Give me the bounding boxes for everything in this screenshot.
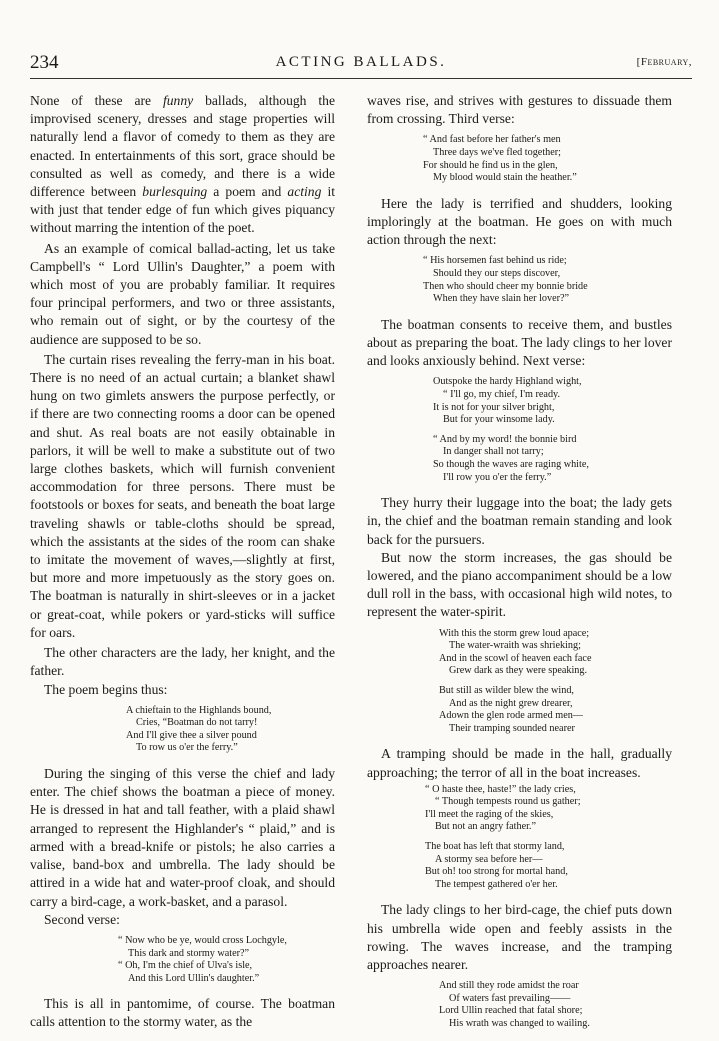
- paragraph: The other characters are the lady, her knight, and the father.: [30, 645, 335, 679]
- left-column: [30, 92, 335, 1032]
- verse-line: Then who should cheer my bonnie bride: [423, 280, 588, 292]
- verse-line: But not an angry father.”: [435, 821, 536, 833]
- verse-line: And as the night grew drearer,: [449, 697, 573, 709]
- paragraph: They hurry their luggage into the boat; the lady gets in, the chief and the boatman remain standing and look back for the pursuers.: [367, 495, 672, 547]
- verse-block: [367, 980, 672, 1030]
- verse-line: A stormy sea before her—: [435, 853, 543, 865]
- right-column: [367, 92, 672, 1041]
- verse-block: [367, 628, 672, 736]
- verse-line: “ His horsemen fast behind us ride;: [423, 255, 567, 267]
- verse-line: For should he find us in the glen,: [423, 159, 558, 171]
- verse-line: To row us o'er the ferry.”: [136, 742, 238, 754]
- verse-line: “ And by my word! the bonnie bird: [433, 433, 577, 445]
- verse-line: This dark and stormy water?”: [128, 947, 250, 959]
- paragraph: As an example of comical ballad-acting, let us take Campbell's “ Lord Ullin's Daughter,” a poem with which most of you are probably familiar. It requires four principal performers, and two or three assistants, who remain out of sight, or by the courtesy of the audience are supposed to be so.: [30, 240, 335, 347]
- verse-line: So though the waves are raging white,: [433, 458, 589, 470]
- paragraph: waves rise, and strives with gestures to dissuade them from crossing. Third verse:: [367, 93, 672, 127]
- verse-line: “ O haste thee, haste!” the lady cries,: [425, 783, 576, 795]
- stanza: [118, 935, 335, 985]
- verse-line: Adown the glen rode armed men—: [439, 710, 583, 722]
- verse-line: Should they our steps discover,: [433, 267, 561, 279]
- running-month: [February,: [636, 56, 692, 68]
- verse-line: Grew dark as they were speaking.: [449, 665, 588, 677]
- verse-line: “ And fast before her father's men: [423, 134, 561, 146]
- stanza: [425, 784, 672, 834]
- stanza: [433, 376, 672, 426]
- verse-line: His wrath was changed to wailing.: [449, 1018, 590, 1030]
- verse-line: In danger shall not tarry;: [443, 446, 544, 458]
- stanza: [126, 705, 335, 755]
- verse-line: My blood would stain the heather.”: [433, 172, 577, 184]
- paragraph: The boatman consents to receive them, and bustles about as preparing the boat. The lady clings to her lover and looks anxiously behind. Next verse:: [367, 316, 672, 369]
- paragraph: Here the lady is terrified and shudders, looking imploringly at the boatman. He goes on with much action through the next:: [367, 195, 672, 248]
- verse-line: And still they rode amidst the roar: [439, 980, 579, 992]
- verse-block: [30, 935, 335, 985]
- stanza: [439, 628, 672, 678]
- verse-line: “ I'll go, my chief, I'm ready.: [443, 388, 561, 400]
- verse-block: [367, 255, 672, 305]
- verse-line: When they have slain her lover?”: [433, 293, 570, 305]
- verse-line: “ Though tempests round us gather;: [435, 796, 581, 808]
- paragraph: Second verse:: [44, 911, 120, 927]
- paragraph: The poem begins thus:: [44, 681, 168, 697]
- verse-line: “ Now who be ye, would cross Lochgyle,: [118, 934, 287, 946]
- running-title: ACTING BALLADS.: [275, 54, 447, 70]
- verse-line: “ Oh, I'm the chief of Ulva's isle,: [118, 960, 253, 972]
- running-header: [30, 52, 692, 78]
- stanza: [423, 134, 672, 184]
- verse-line: And this Lord Ullin's daughter.”: [128, 972, 260, 984]
- verse-line: Outspoke the hardy Highland wight,: [433, 376, 582, 388]
- verse-line: And I'll give thee a silver pound: [126, 729, 257, 741]
- verse-block: [30, 705, 335, 755]
- stanza: [423, 255, 672, 305]
- verse-block: [367, 376, 672, 484]
- verse-line: It is not for your silver bright,: [433, 401, 555, 413]
- verse-line: The tempest gathered o'er her.: [435, 878, 558, 890]
- verse-line: Lord Ullin reached that fatal shore;: [439, 1005, 583, 1017]
- verse-line: But oh! too strong for mortal hand,: [425, 866, 568, 878]
- verse-line: A chieftain to the Highlands bound,: [126, 704, 272, 716]
- verse-line: And in the scowl of heaven each face: [439, 652, 592, 664]
- paragraph: The curtain rises revealing the ferry-man in his boat. There is no need of an actual curtain; a blanket shawl hung on two gimlets answers the purpose perfectly, or if there are two connecting rooms a door can be opened and shut. As real boats are not easily obtainable in parlors, it will be well to make a substitute out of two large clothes baskets, which will furnish convenient accommodation for three persons. There must be footstools or boxes for seats, and beneath the boat large traveling shawls or table-cloths should be spread, which the assistants at the sides of the room can shake to imitate the movement of waves,—slightly at first, but more and more impetuously as the story goes on. The boatman is naturally in shirt-sleeves or in a jacket or great-coat, while pokers or yard-sticks will suffice for oars.: [30, 351, 335, 640]
- verse-line: With this the storm grew loud apace;: [439, 627, 590, 639]
- paragraph: But now the storm increases, the gas should be lowered, and the piano accompaniment should be a low dull roll in the bass, with occasional high wild notes, to represent the water-spirit.: [367, 549, 672, 620]
- verse-line: But for your winsome lady.: [443, 414, 555, 426]
- verse-line: The boat has left that stormy land,: [425, 841, 565, 853]
- stanza: [425, 841, 672, 891]
- verse-line: Cries, “Boatman do not tarry!: [136, 717, 258, 729]
- page-number: 234: [30, 52, 59, 73]
- stanza: [439, 980, 672, 1030]
- verse-line: Three days we've fled together;: [433, 147, 561, 158]
- header-rule: [30, 78, 692, 79]
- paragraph: During the singing of this verse the chief and lady enter. The chief shows the boatman a piece of money. He is dressed in hat and tall feather, with a plaid shawl arranged to represent the Highlander's “ plaid,” and is armed with a bread-knife or pistols; he also carries a valise, band-box and umbrella. The lady should be attired in a wide hat and water-proof cloak, and should carry a bird-cage, a work-basket, and a parasol.: [30, 766, 335, 909]
- verse-block: [367, 134, 672, 184]
- verse-line: I'll row you o'er the ferry.”: [443, 471, 552, 483]
- stanza: [433, 434, 672, 484]
- verse-line: Of waters fast prevailing——: [449, 992, 571, 1004]
- verse-line: But still as wilder blew the wind,: [439, 684, 574, 696]
- paragraph: The lady clings to her bird-cage, the chief puts down his umbrella wide open and feebly assists in the rowing. The waves increase, and the tramping approaches nearer.: [367, 902, 672, 973]
- verse-line: I'll meet the raging of the skies,: [425, 808, 554, 820]
- verse-line: The water-wraith was shrieking;: [449, 640, 581, 652]
- verse-block: [367, 784, 672, 892]
- verse-line: Their tramping sounded nearer: [449, 722, 575, 734]
- paragraph: This is all in pantomime, of course. The boatman calls attention to the stormy water, as the: [30, 996, 335, 1030]
- stanza: [439, 685, 672, 735]
- paragraph: A tramping should be made in the hall, gradually approaching; the terror of all in the boat increases.: [367, 746, 672, 780]
- paragraph: None of these are funny ballads, although the improvised scenery, dresses and stage properties will naturally lend a flavor of comedy to them as they are enacted. In entertainments of this sort, grace should be consulted as well as comedy, and there is a wide difference between burlesquing a poem and acting it with just that tender edge of fun which gives piquancy without marring the intention of the poet.: [30, 93, 336, 236]
